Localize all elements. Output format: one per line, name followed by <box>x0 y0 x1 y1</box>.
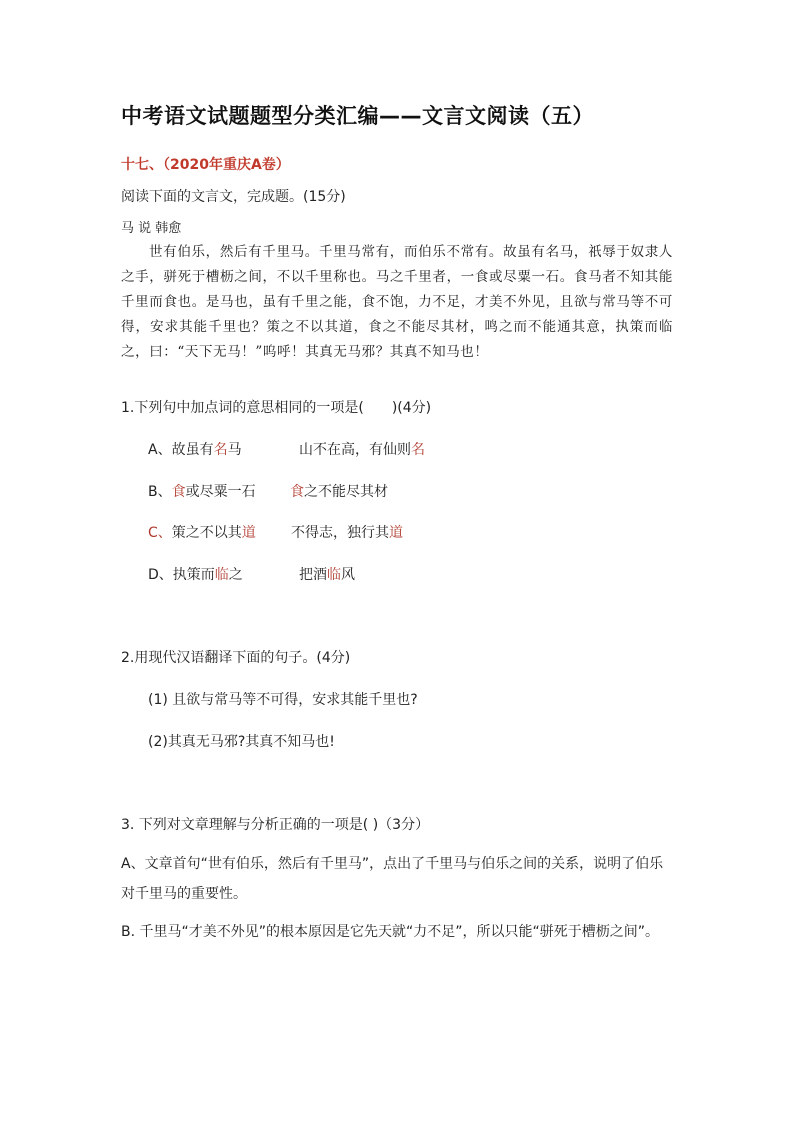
option-label: C、 <box>148 525 172 541</box>
article-title: 马 说 韩愈 <box>121 221 182 236</box>
q1-stem: 1.下列句中加点词的意思相同的一项是( )(4分) <box>121 400 432 416</box>
section-label: 十七、（2020年重庆A卷） <box>121 157 290 173</box>
dotted-word: 食 <box>171 484 186 500</box>
q1-option-c-right: 不得志，独行其道 <box>291 525 403 541</box>
option-label: A、 <box>148 442 172 458</box>
q1-option-c: C、策之不以其道 <box>148 525 256 541</box>
dotted-word: 道 <box>389 525 403 541</box>
q1-option-b: B、食或尽粟一石 <box>148 484 256 500</box>
q2-stem: 2.用现代汉语翻译下面的句子。(4分) <box>121 650 351 666</box>
q3-option-a: A、文章首句“世有伯乐，然后有千里马”，点出了千里马与伯乐之间的关系，说明了伯乐对千里马的重要性。 <box>121 856 664 902</box>
q2-item-2: (2)其真无马邪?其真不知马也! <box>148 734 335 750</box>
q1-option-a: A、故虽有名马 <box>148 442 242 458</box>
q1-option-b-right: 食之不能尽其材 <box>290 484 388 500</box>
option-label: D、 <box>148 567 173 583</box>
dotted-word: 名 <box>411 442 425 458</box>
instruction: 阅读下面的文言文，完成题。(15分) <box>121 189 346 205</box>
q3-stem: 3. 下列对文章理解与分析正确的一项是( )（3分） <box>121 817 430 833</box>
option-label: B、 <box>148 484 172 500</box>
passage-text: 世有伯乐，然后有千里马。千里马常有，而伯乐不常有。故虽有名马，祇辱于奴隶人之手，骈死于槽枥之间，不以千里称也。马之千里者，一食或尽粟一石。食马者不知其能千里而食也。是马也，虽有千里之能，食不饱，力不足，才美不外见，且欲与常马等不可得，安求其能千里也？策之不以其道，食之不能尽其材，鸣之而不能通其意，执策而临之，曰：“天下无马！”呜呼！其真无马邪？其真不知马也！ <box>121 244 673 360</box>
q1-option-d: D、执策而临之 <box>148 567 243 583</box>
page-title: 中考语文试题题型分类汇编——文言文阅读（五） <box>121 104 594 128</box>
q2-item-1: (1) 且欲与常马等不可得，安求其能千里也? <box>148 692 418 708</box>
dotted-word: 道 <box>241 525 256 541</box>
q1-option-d-right: 把酒临风 <box>299 567 355 583</box>
dotted-word: 临 <box>214 567 229 583</box>
dotted-word: 临 <box>327 567 341 583</box>
dotted-word: 名 <box>213 442 228 458</box>
q3-option-b: B. 千里马“才美不外见”的根本原因是它先天就“力不足”，所以只能“骈死于槽枥之间”。 <box>121 924 660 940</box>
dotted-word: 食 <box>290 484 304 500</box>
q1-option-a-right: 山不在高，有仙则名 <box>299 442 425 458</box>
